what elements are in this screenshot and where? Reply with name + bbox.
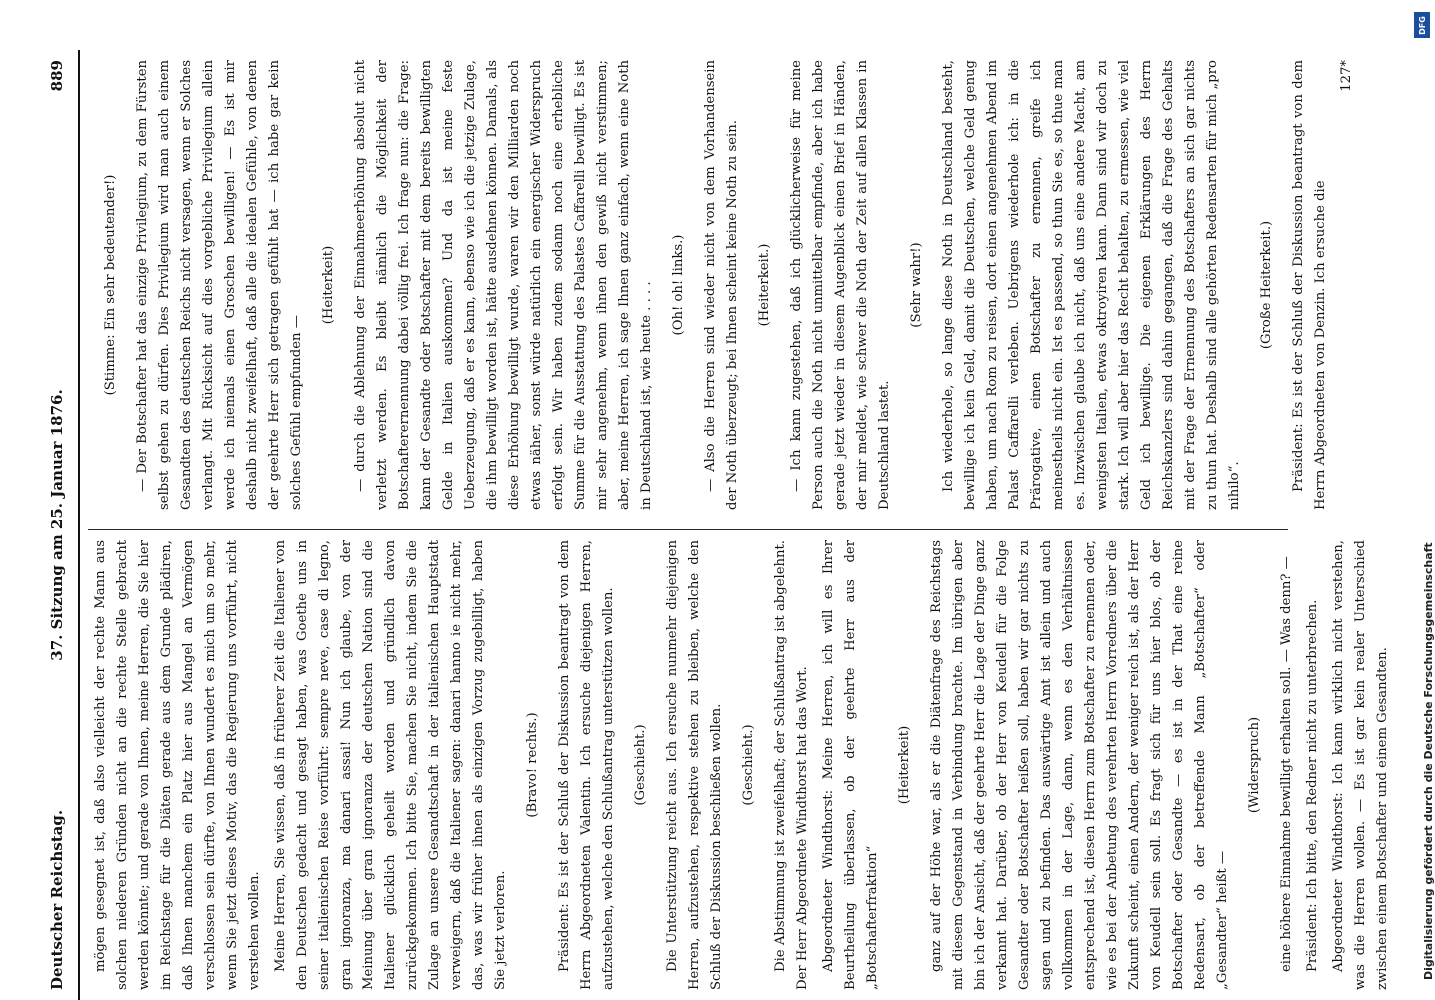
stage-direction: (Oh! oh! links.) bbox=[671, 234, 686, 336]
stage-direction: (Bravo! rechts.) bbox=[525, 712, 540, 818]
paragraph: — Der Botschafter hat das einzige Privilegium, zu dem Fürsten selbst gehen zu dürfen. Dies Privilegium wird man auch einem Gesandten des deutschen Reichs nicht versagen, wenn er Solches verlangt. Mit Rücksicht auf dies vorgebliche Privilegium allein werde ich niemals einen Groschen bewilligen! — Es ist mir deshalb nicht zweifelhaft, daß alle die idealen Gefühle, von denen der geehrte Herr sich getragen gefühlt hat — ich habe gar kein solches Gefühl empfunden — bbox=[135, 60, 304, 510]
stage-direction: (Geschieht.) bbox=[741, 724, 756, 806]
paragraph: mögen gesegnet ist, daß also vielleicht der rechte Mann aus solchen niederen Gründen nicht an die rechte Stelle gebracht werden könnte; und gerade von Ihnen, meine Herren, die Sie hier im Reichstage für die Diäten gerade aus dem Grunde plädiren, daß Ihnen manchem ein Platz hier aus Mangel an Vermögen verschlossen sein dürfte, von Ihnen wundert es mich um so mehr, wenn Sie jetzt dieses Motiv, das die Regierung uns vorführt, nicht verstehen wollen. bbox=[93, 540, 262, 990]
stage-direction: (Sehr wahr!) bbox=[909, 242, 924, 328]
stage-direction: (Heiterkeit) bbox=[897, 725, 912, 805]
paragraph: Ich wiederhole, so lange diese Noth in Deutschland besteht, bewillige ich kein Geld, damit die Deutschen, welche Geld genug haben, um nach Rom zu reisen, dort einen angenehmen Abend im Palast Caffarelli verleben. Uebrigens wiederhole ich: in die Prärogative, einen Botschafter zu ernennen, greife ich meinestheils nicht ein. Ist es passend, so thun Sie es, so thue man es. Inzwischen glaube ich nicht, daß uns eine andere Macht, am wenigsten Italien, etwas oktroyiren kann. Dann sind wir doch zu stark. Ich will aber hier das Recht behalten, zu ermessen, wie viel Geld ich bewillige. Die eigenen Erklärungen des Herrn Reichskanzlers sind dahin gegangen, daß die Frage des Gehalts mit der Frage der Ernennung des Botschafters an sich gar nichts zu thun hat. Deshalb sind alle gehörten Redensarten für mich „pro nihilo“. bbox=[941, 60, 1242, 510]
page-header bbox=[40, 50, 80, 1000]
paragraph: Die Abstimmung ist zweifelhaft; der Schlußantrag ist abgelehnt. Der Herr Abgeordnete Windthorst hat das Wort. bbox=[773, 540, 810, 990]
stage-direction: (Heiterkeit.) bbox=[757, 243, 772, 327]
left-column bbox=[90, 540, 1398, 990]
paragraph: ganz auf der Höhe war, als er die Diätenfrage des Reichstags mit diesem Gegenstand in Verbindung brachte. Im übrigen aber bin ich der Ansicht, daß der geehrte Herr die Lage der Dinge ganz verkannt hat. Darüber, ob der Herr von Keudell für die Folge Gesandter oder Botschafter heißen soll, haben wir gar nichts zu sagen und zu befinden. Das auswärtige Amt ist allein und auch vollkommen in der Lage, dann, wenn es den Verhältnissen entsprechend ist, diesen Herrn zum Botschafter zu ernennen oder, wie es bei der Anbetung des verehrten Herrn Vorredners über die Zukunft scheint, einen Andern, der weniger reich ist, als der Herr von Keudell sein soll. Es fragt sich für uns hier blos, ob der Botschafter oder Gesandte — es ist in der That eine reine Redensart, ob der betreffende Mann „Botschafter“ oder „Gesandter“ heißt — bbox=[929, 540, 1230, 990]
paragraph: — durch die Ablehnung der Einnahmeerhöhung absolut nicht verletzt werden. Es bleibt nämlich die Möglichkeit der Botschafterernennung dabei völlig frei. Ich frage nun: die Frage: kann der Gesandte oder Botschafter mit dem bereits bewilligten Gelde in Italien auskommen? Und da ist meine feste Ueberzeugung, daß er es kann, ebenso wie ich die jetzige Zulage, die ihm bewilligt worden ist, hätte ausdehnen können. Damals, als diese Erhöhung bewilligt wurde, waren wir den Milliarden noch etwas näher, sonst würde natürlich ein energischer Widerspruch erfolgt sein. Wir haben zudem sodann noch eine erhebliche Summe für die Ausstattung des Palastes Caffarelli bewilligt. Es ist mir sehr angenehm, wenn ihnen den gewiß nicht verstimmen; aber, meine Herren, ich sage Ihnen ganz einfach, wenn eine Noth in Deutschland ist, wie heute . . . . bbox=[353, 60, 654, 510]
paragraph: Abgeordneter Windthorst: Meine Herren, ich will es Ihrer Beurtheilung überlassen, ob der geehrte Herr aus der „Botschafterfraktion“ bbox=[821, 540, 880, 990]
stage-direction: (Stimme: Ein sehr bedeutender!) bbox=[103, 174, 118, 396]
paragraph: Präsident: Es ist der Schluß der Diskussion beantragt von dem Herrn Abgeordneten von Denzin. Ich ersuche die bbox=[1291, 60, 1328, 510]
paragraph: eine höhere Einnahme bewilligt erhalten soll. — Was denn? — bbox=[1279, 556, 1294, 972]
paragraph: — Ich kann zugestehen, daß ich glücklicherweise für meine Person auch die Noth nicht unmittelbar empfinde, aber ich habe gerade jetzt wieder in diesem Augenblick einen Brief in Händen, der mir meldet, wie schwer die Noth der Zeit auf allen Klassen in Deutschland lastet. bbox=[789, 60, 892, 510]
digitization-credit: Digitalisierung gefördert durch die Deutsche Forschungsgemeinschaft bbox=[1422, 542, 1435, 980]
stage-direction: (Große Heiterkeit.) bbox=[1259, 220, 1274, 350]
paragraph: Präsident: Ich bitte, den Redner nicht zu unterbrechen. bbox=[1305, 599, 1320, 972]
stage-direction: (Heiterkeit) bbox=[321, 245, 336, 325]
dfg-logo: DFG bbox=[1414, 12, 1430, 38]
column-divider bbox=[88, 529, 1288, 530]
stage-direction: (Geschieht.) bbox=[633, 724, 648, 806]
header-page-number: 889 bbox=[48, 60, 66, 92]
page-signature: 127* bbox=[1339, 60, 1354, 92]
stage-direction: (Widerspruch) bbox=[1247, 716, 1262, 814]
paragraph: Abgeordneter Windthorst: Ich kann wirklich nicht verstehen, was die Herren wollen. — Es ist gar kein realer Unterschied zwischen einem Botschafter und einem Gesandten. bbox=[1331, 540, 1390, 990]
paragraph: — Also die Herren sind wieder nicht von dem Vorhandensein der Noth überzeugt; bei Ihnen scheint keine Noth zu sein. bbox=[703, 60, 740, 510]
header-session: 37. Sitzung am 25. Januar 1876. bbox=[48, 389, 66, 661]
header-publication: Deutscher Reichstag. bbox=[48, 809, 66, 990]
header-rule bbox=[78, 50, 80, 1000]
right-column bbox=[90, 60, 1362, 510]
paragraph: Präsident: Es ist der Schluß der Diskussion beantragt von dem Herrn Abgeordneten Valentin. Ich ersuche diejenigen Herren, aufzustehen, welche den Schlußantrag unterstützen wollen. bbox=[557, 540, 616, 990]
paragraph: Die Unterstützung reicht aus. Ich ersuche nunmehr diejenigen Herren, aufzustehen, respektive stehen zu bleiben, welche den Schluß der Diskussion beschließen wollen. bbox=[665, 540, 724, 990]
rotated-page-content bbox=[40, 50, 1390, 1000]
paragraph: Meine Herren, Sie wissen, daß in früherer Zeit die Italiener von den Deutschen gedacht und gesagt haben, was Goethe uns in seiner italienischen Reise vorführt: sempre neve, case di legno, gran ignoranza, ma danari assai! Nun ich glaube, von der Meinung über gran ignoranza der deutschen Nation sind die Italiener glücklich geheilt worden und gründlich davon zurückgekommen. Ich bitte Sie, machen Sie nicht, indem Sie die Zulage an unsere Gesandtschaft in der italienischen Hauptstadt verweigern, daß die Italiener sagen: danari hanno ie nicht mehr, das, was wir früher ihnen als einzigen Vorzug zugebilligt, haben Sie jetzt verloren. bbox=[273, 540, 508, 990]
